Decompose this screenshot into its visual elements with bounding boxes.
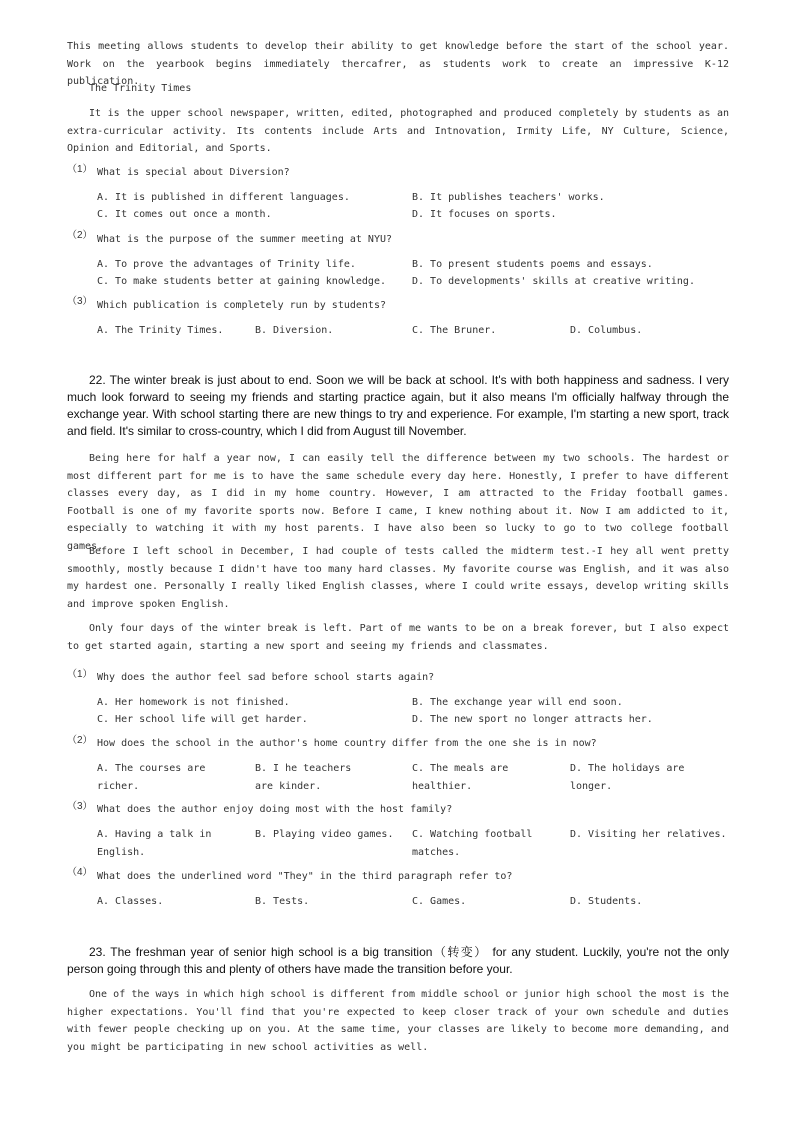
option-a[interactable]: A. It is published in different languages.: [97, 192, 350, 203]
option-b[interactable]: B. To present students poems and essays.: [412, 259, 653, 270]
option-c[interactable]: C. Watching football matches.: [412, 829, 533, 858]
passage22-paragraph-3: Only four days of the winter break is left. Part of me wants to be on a break forever, but I also expect to get started again, starting a new sport and seeing my friends and classmates.: [67, 623, 729, 652]
option-d[interactable]: D. The new sport no longer attracts her.: [412, 714, 653, 725]
passage22-paragraph-2: Before I left school in December, I had couple of tests called the midterm test.-I hey all went pretty smoothly, mostly because I didn't have too many hard classes. My favorite course was English, and it was also my hardest one. Personally I really liked English classes, where I could write essays, develop writing skills and improve spoken English.: [67, 546, 729, 610]
question-text: What is special about Diversion?: [97, 167, 290, 178]
option-b[interactable]: B. Diversion.: [255, 325, 334, 336]
option-b[interactable]: B. It publishes teachers' works.: [412, 192, 605, 203]
question-number: （2）: [67, 735, 93, 746]
option-d[interactable]: D. Columbus.: [570, 325, 643, 336]
option-c[interactable]: C. Her school life will get harder.: [97, 714, 308, 725]
option-c[interactable]: C. It comes out once a month.: [97, 209, 272, 220]
option-b[interactable]: B. Playing video games.: [255, 829, 394, 840]
option-a[interactable]: A. Her homework is not finished.: [97, 697, 290, 708]
passage22-paragraph-1: Being here for half a year now, I can easily tell the difference between my two schools. The hardest or most different part for me is to have the same schedule every day here. Honestly, I prefer to have different classes every day, as I did in my home country. However, I am attracted to the Friday football games. Football is one of my favorite sports now. Before I came, I knew nothing about it. Now I am addicted to it, especially to watching it with my host parents. I have also been so lucky to go to two college football games.: [67, 453, 729, 552]
question-text: What does the underlined word "They" in the third paragraph refer to?: [97, 871, 513, 882]
option-d[interactable]: D. It focuses on sports.: [412, 209, 557, 220]
passage23-intro: 23. The freshman year of senior high school is a big transition（转变） for any student. Luckily, you're not the only person going through this and plenty of others have made the transition before your.: [67, 945, 729, 976]
option-d[interactable]: D. To developments' skills at creative writing.: [412, 276, 695, 287]
passage21-paragraph-2: It is the upper school newspaper, written, edited, photographed and produced completely by students as an extra-curricular activity. Its contents include Arts and Intnovation, Irmity Life, NY Culture, Science, Opinion and Editorial, and Sports.: [67, 108, 729, 154]
option-a[interactable]: A. The courses are richer.: [97, 763, 206, 792]
option-a[interactable]: A. Having a talk in English.: [97, 829, 212, 858]
question-number: （1）: [67, 164, 93, 175]
question-number: （4）: [67, 867, 93, 878]
option-c[interactable]: C. To make students better at gaining knowledge.: [97, 276, 386, 287]
option-b[interactable]: B. Tests.: [255, 896, 310, 907]
passage22-intro: 22. The winter break is just about to end. Soon we will be back at school. It's with both happiness and sadness. I very much look forward to seeing my friends and starting practice again, but it also means I'm officially halfway through the exchange year. With school starting there are new things to try and experience. For example, I'm starting a new sport, track and field. It's similar to cross-country, which I did from August till November.: [67, 373, 729, 438]
question-text: What does the author enjoy doing most with the host family?: [97, 804, 453, 815]
option-c[interactable]: C. The Bruner.: [412, 325, 497, 336]
question-number: （3）: [67, 296, 93, 307]
passage23-paragraph-1: One of the ways in which high school is different from middle school or junior high school the most is the higher expectations. You'll find that you're expected to keep closer track of your own schedule and duties with fewer people checking up on you. At the same time, your classes are likely to become more demanding, and you might be participating in new school activities as well.: [67, 989, 729, 1053]
option-c[interactable]: C. Games.: [412, 896, 467, 907]
question-number: （1）: [67, 669, 93, 680]
option-d[interactable]: D. Students.: [570, 896, 643, 907]
option-b[interactable]: B. The exchange year will end soon.: [412, 697, 623, 708]
question-text: Why does the author feel sad before school starts again?: [97, 672, 435, 683]
question-text: How does the school in the author's home country differ from the one she is in now?: [97, 738, 597, 749]
option-a[interactable]: A. To prove the advantages of Trinity life.: [97, 259, 356, 270]
option-c[interactable]: C. The meals are healthier.: [412, 763, 509, 792]
passage21-paragraph-1: This meeting allows students to develop their ability to get knowledge before the start of the school year. Work on the yearbook begins immediately thercafrer, as students work to create an impressive K-12 publication.: [67, 41, 729, 87]
question-text: What is the purpose of the summer meeting at NYU?: [97, 234, 393, 245]
question-number: （2）: [67, 230, 93, 241]
question-text: Which publication is completely run by students?: [97, 300, 386, 311]
question-number: （3）: [67, 801, 93, 812]
passage21-heading: The Trinity Times: [89, 83, 192, 94]
option-d[interactable]: D. The holidays are longer.: [570, 763, 685, 792]
option-a[interactable]: A. Classes.: [97, 896, 164, 907]
option-b[interactable]: B. I he teachers are kinder.: [255, 763, 352, 792]
option-d[interactable]: D. Visiting her relatives.: [570, 829, 727, 840]
option-a[interactable]: A. The Trinity Times.: [97, 325, 224, 336]
